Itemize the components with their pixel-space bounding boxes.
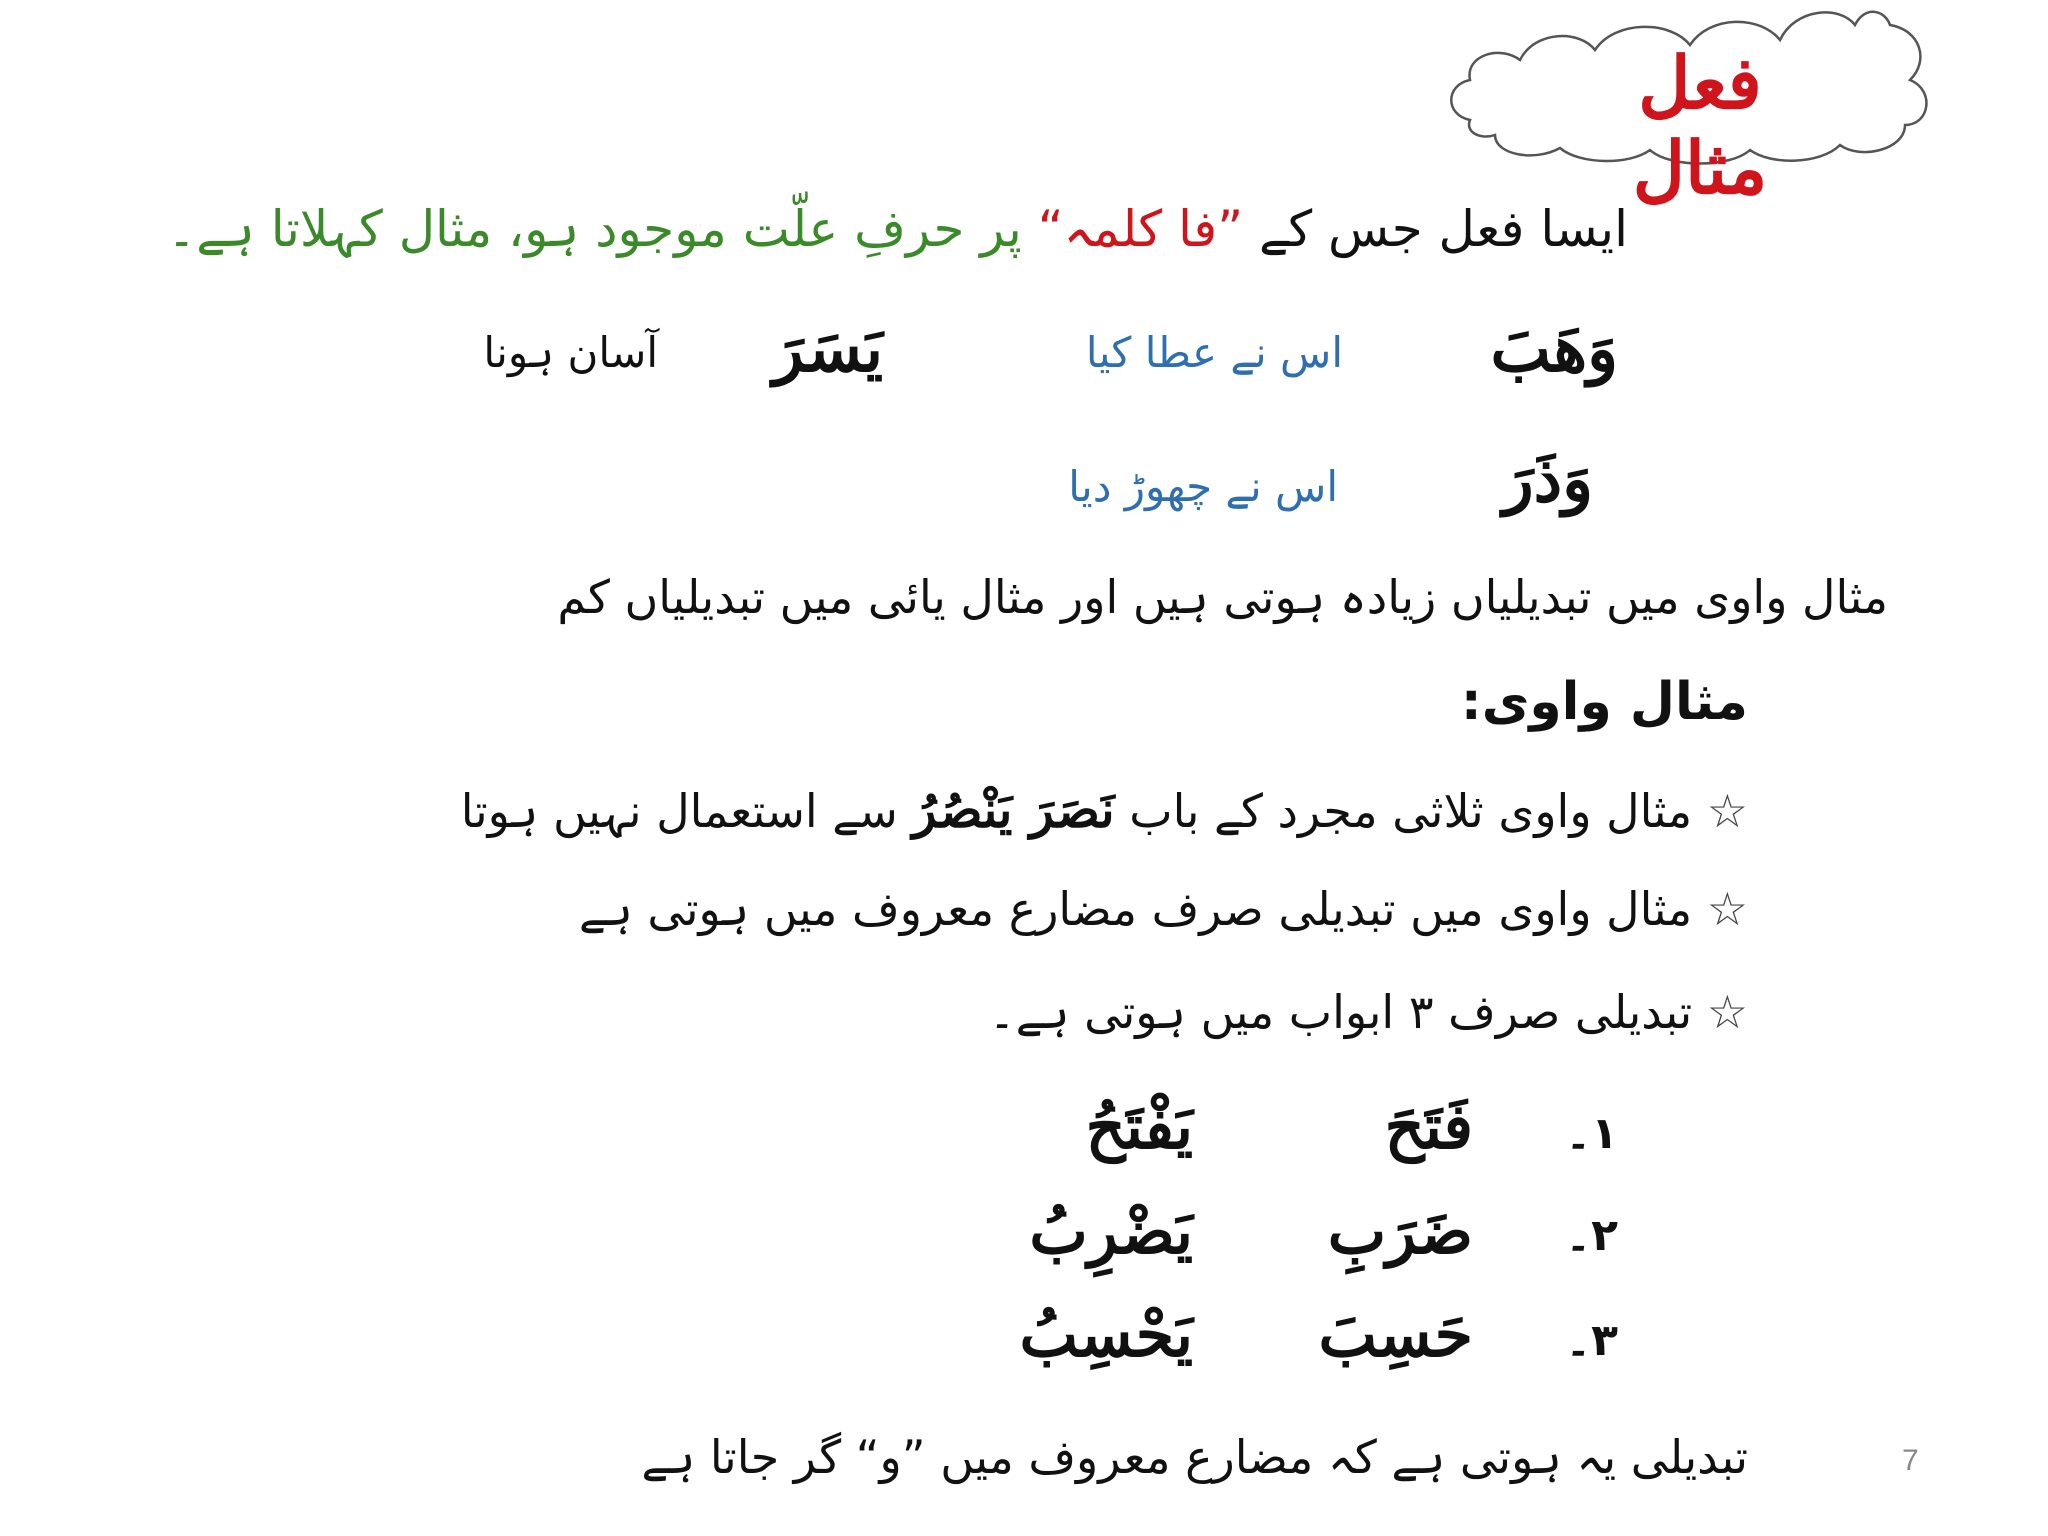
abwab-mudari-1: يَفْتَحُ <box>1085 1090 1193 1163</box>
bullet-item-3 <box>989 985 1748 1039</box>
abwab-num-1: ۱۔ <box>1565 1108 1618 1159</box>
bullet-2-text: مثال واوی میں تبدیلی صرف مضارع معروف میں ہوتی ہے <box>578 882 1693 936</box>
example-meaning-wahaba: اس نے عطا کیا <box>1085 328 1343 377</box>
bullet-1-text-b: سے استعمال نہیں ہوتا <box>460 784 913 838</box>
definition-line <box>167 200 1628 258</box>
section-heading: مثال واوی: <box>1460 672 1748 732</box>
page-title: فعل مثال <box>1632 40 1768 210</box>
star-icon: ☆ <box>1706 882 1748 936</box>
abwab-madi-3: حَسِبَ <box>1318 1298 1473 1371</box>
bullet-item-1 <box>461 780 1748 839</box>
abwab-madi-2: ضَرَبِ <box>1327 1195 1473 1268</box>
example-meaning-wadhara: اس نے چھوڑ دیا <box>1068 462 1338 511</box>
example-meaning-yasara: آسان ہونا <box>483 328 658 377</box>
abwab-mudari-2: يَضْرِبُ <box>1029 1195 1193 1268</box>
note-text: مثال واوی میں تبدیلیاں زیادہ ہوتی ہیں اور مثال یائی میں تبدیلیاں کم <box>557 570 1888 624</box>
abwab-mudari-3: يَحْسِبُ <box>1019 1298 1193 1371</box>
star-icon: ☆ <box>1706 784 1748 838</box>
star-icon: ☆ <box>1706 985 1748 1039</box>
bullet-3-text: تبدیلی صرف ۳ ابواب میں ہوتی ہے۔ <box>988 985 1693 1039</box>
example-word-yasara: يَسَرَ <box>772 312 883 387</box>
bullet-item-2 <box>579 882 1748 936</box>
footer-text: تبدیلی یہ ہوتی ہے کہ مضارع معروف میں ”و“ گر جاتا ہے <box>641 1430 1748 1484</box>
page-number: 7 <box>1902 1444 1919 1477</box>
bullet-1-arabic: نَصَرَ يَنْصُرُ <box>912 780 1115 839</box>
abwab-madi-1: فَتَحَ <box>1384 1090 1473 1163</box>
abwab-num-2: ۲۔ <box>1565 1210 1618 1261</box>
definition-part3: پر حرفِ علّت موجود ہو، مثال کہلاتا ہے۔ <box>166 200 1038 258</box>
example-word-wahaba: وَهَبَ <box>1490 312 1618 387</box>
definition-fa-kalima: ”فا کلمہ“ <box>1037 200 1244 258</box>
example-word-wadhara: وَذَرَ <box>1502 442 1593 517</box>
bullet-1-text-a: مثال واوی ثلاثی مجرد کے باب <box>1114 784 1693 838</box>
definition-part1: ایسا فعل جس کے <box>1243 200 1628 258</box>
abwab-num-3: ۳۔ <box>1565 1315 1618 1366</box>
